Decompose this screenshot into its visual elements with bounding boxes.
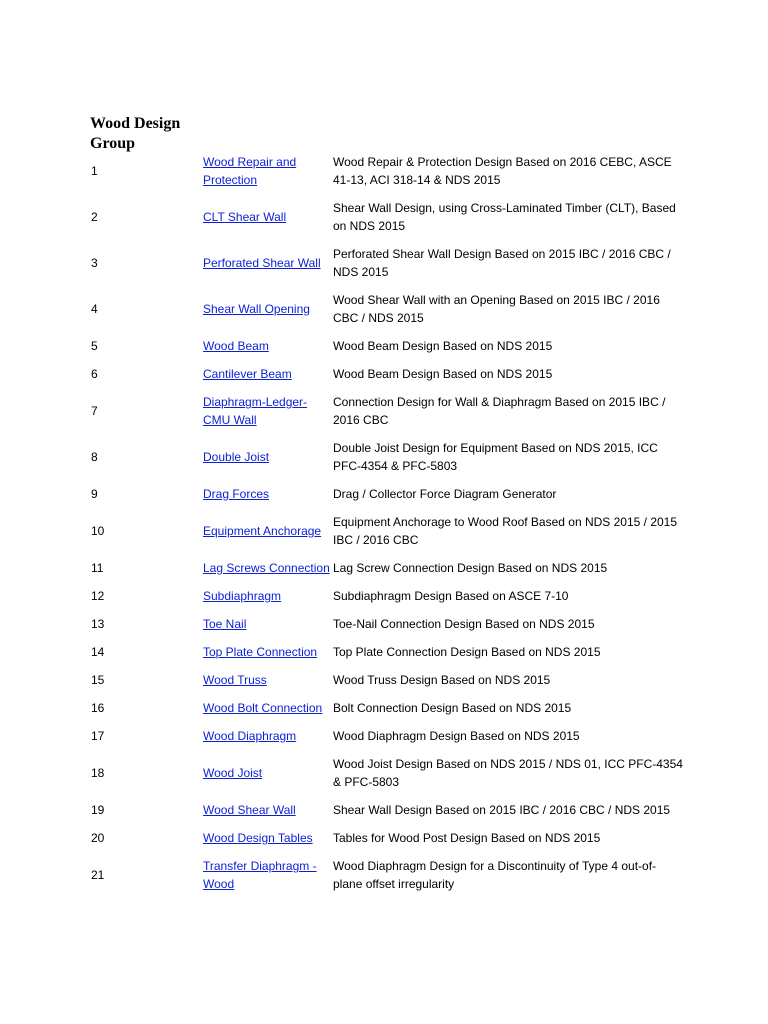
row-number: 7	[91, 404, 98, 418]
row-number: 8	[91, 450, 98, 464]
row-description: Wood Beam Design Based on NDS 2015	[333, 367, 553, 381]
table-row	[0, 610, 768, 638]
link-cell	[203, 727, 331, 745]
link-cell	[203, 522, 331, 540]
link-wood-beam[interactable]: Wood Beam	[203, 339, 269, 353]
row-description: Bolt Connection Design Based on NDS 2015	[333, 701, 572, 715]
table-row	[0, 434, 768, 480]
table-row	[0, 148, 768, 194]
row-description: Wood Joist Design Based on NDS 2015 / NDS 01, ICC PFC-4354 & PFC-5803	[333, 757, 683, 789]
link-wood-shear-wall[interactable]: Wood Shear Wall	[203, 803, 296, 817]
link-cell	[203, 254, 331, 272]
page-title: Wood Design Group	[90, 115, 181, 152]
link-double-joist[interactable]: Double Joist	[203, 450, 270, 464]
link-cell	[203, 365, 331, 383]
row-description: Wood Truss Design Based on NDS 2015	[333, 673, 551, 687]
link-subdiaphragm[interactable]: Subdiaphragm	[203, 589, 282, 603]
row-number: 20	[91, 831, 105, 845]
row-description: Wood Beam Design Based on NDS 2015	[333, 339, 553, 353]
row-number: 21	[91, 868, 105, 882]
row-description: Wood Repair & Protection Design Based on 2016 CEBC, ASCE 41-13, ACI 318-14 & NDS 2015	[333, 155, 672, 187]
table-row	[0, 796, 768, 824]
link-cell	[203, 764, 331, 782]
row-number: 1	[91, 164, 98, 178]
link-wood-design-tables[interactable]: Wood Design Tables	[203, 831, 313, 845]
row-description: Shear Wall Design, using Cross-Laminated Timber (CLT), Based on NDS 2015	[333, 201, 676, 233]
table-row	[0, 240, 768, 286]
row-description: Drag / Collector Force Diagram Generator	[333, 487, 557, 501]
row-number: 5	[91, 339, 98, 353]
link-perforated-shear-wall[interactable]: Perforated Shear Wall	[203, 256, 321, 270]
row-number: 6	[91, 367, 98, 381]
row-number: 16	[91, 701, 105, 715]
table-row	[0, 722, 768, 750]
link-top-plate-connection[interactable]: Top Plate Connection	[203, 645, 318, 659]
table-row	[0, 286, 768, 332]
link-cell	[203, 485, 331, 503]
table-row	[0, 694, 768, 722]
row-description: Lag Screw Connection Design Based on NDS 2015	[333, 561, 608, 575]
link-shear-wall-opening[interactable]: Shear Wall Opening	[203, 302, 310, 316]
row-number: 12	[91, 589, 105, 603]
table-row	[0, 508, 768, 554]
table-row	[0, 582, 768, 610]
link-wood-repair-protection[interactable]: Wood Repair and Protection	[203, 155, 297, 187]
row-number: 10	[91, 524, 105, 538]
link-wood-diaphragm[interactable]: Wood Diaphragm	[203, 729, 297, 743]
row-description: Connection Design for Wall & Diaphragm Based on 2015 IBC / 2016 CBC	[333, 395, 666, 427]
table-row	[0, 852, 768, 898]
row-number: 17	[91, 729, 105, 743]
row-number: 9	[91, 487, 98, 501]
table-row	[0, 194, 768, 240]
link-drag-forces[interactable]: Drag Forces	[203, 487, 270, 501]
row-description: Shear Wall Design Based on 2015 IBC / 2016 CBC / NDS 2015	[333, 803, 671, 817]
row-description: Equipment Anchorage to Wood Roof Based on NDS 2015 / 2015 IBC / 2016 CBC	[333, 515, 678, 547]
row-number: 15	[91, 673, 105, 687]
link-transfer-diaphragm-wood[interactable]: Transfer Diaphragm - Wood	[203, 859, 317, 891]
table-row	[0, 750, 768, 796]
table-row	[0, 638, 768, 666]
link-cell	[203, 448, 331, 466]
link-cell	[203, 699, 331, 717]
link-cell	[203, 559, 331, 577]
link-cell	[203, 337, 331, 355]
row-description: Wood Diaphragm Design for a Discontinuity of Type 4 out-of-plane offset irregularity	[333, 859, 657, 891]
link-equipment-anchorage[interactable]: Equipment Anchorage	[203, 524, 322, 538]
row-number: 14	[91, 645, 105, 659]
row-description: Toe-Nail Connection Design Based on NDS 2015	[333, 617, 595, 631]
link-cell	[203, 153, 331, 189]
table-row	[0, 554, 768, 582]
link-cell	[203, 393, 331, 429]
row-description: Top Plate Connection Design Based on NDS 2015	[333, 645, 601, 659]
table-row	[0, 388, 768, 434]
row-number: 2	[91, 210, 98, 224]
link-wood-bolt-connection[interactable]: Wood Bolt Connection	[203, 701, 323, 715]
row-description: Perforated Shear Wall Design Based on 2015 IBC / 2016 CBC / NDS 2015	[333, 247, 671, 279]
row-description: Subdiaphragm Design Based on ASCE 7-10	[333, 589, 569, 603]
link-cell	[203, 829, 331, 847]
design-table	[0, 148, 768, 898]
link-cell	[203, 208, 331, 226]
row-description: Double Joist Design for Equipment Based on NDS 2015, ICC PFC-4354 & PFC-5803	[333, 441, 658, 473]
link-toe-nail[interactable]: Toe Nail	[203, 617, 247, 631]
link-lag-screws-connection[interactable]: Lag Screws Connection	[203, 561, 330, 575]
table-row	[0, 666, 768, 694]
link-cell	[203, 801, 331, 819]
table-row	[0, 360, 768, 388]
link-cell	[203, 587, 331, 605]
link-diaphragm-ledger-cmu-wall[interactable]: Diaphragm-Ledger-CMU Wall	[203, 395, 308, 427]
table-row	[0, 480, 768, 508]
row-description: Tables for Wood Post Design Based on NDS 2015	[333, 831, 601, 845]
row-number: 18	[91, 766, 105, 780]
link-cell	[203, 300, 331, 318]
row-number: 19	[91, 803, 105, 817]
link-cell	[203, 615, 331, 633]
link-cell	[203, 643, 331, 661]
table-row	[0, 824, 768, 852]
table-row	[0, 332, 768, 360]
row-number: 13	[91, 617, 105, 631]
row-number: 4	[91, 302, 98, 316]
link-cell	[203, 671, 331, 689]
link-wood-joist[interactable]: Wood Joist	[203, 766, 263, 780]
link-cell	[203, 857, 331, 893]
link-cantilever-beam[interactable]: Cantilever Beam	[203, 367, 292, 381]
row-number: 11	[91, 561, 104, 575]
row-number: 3	[91, 256, 98, 270]
row-description: Wood Shear Wall with an Opening Based on 2015 IBC / 2016 CBC / NDS 2015	[333, 293, 660, 325]
row-description: Wood Diaphragm Design Based on NDS 2015	[333, 729, 580, 743]
link-clt-shear-wall[interactable]: CLT Shear Wall	[203, 210, 287, 224]
link-wood-truss[interactable]: Wood Truss	[203, 673, 267, 687]
